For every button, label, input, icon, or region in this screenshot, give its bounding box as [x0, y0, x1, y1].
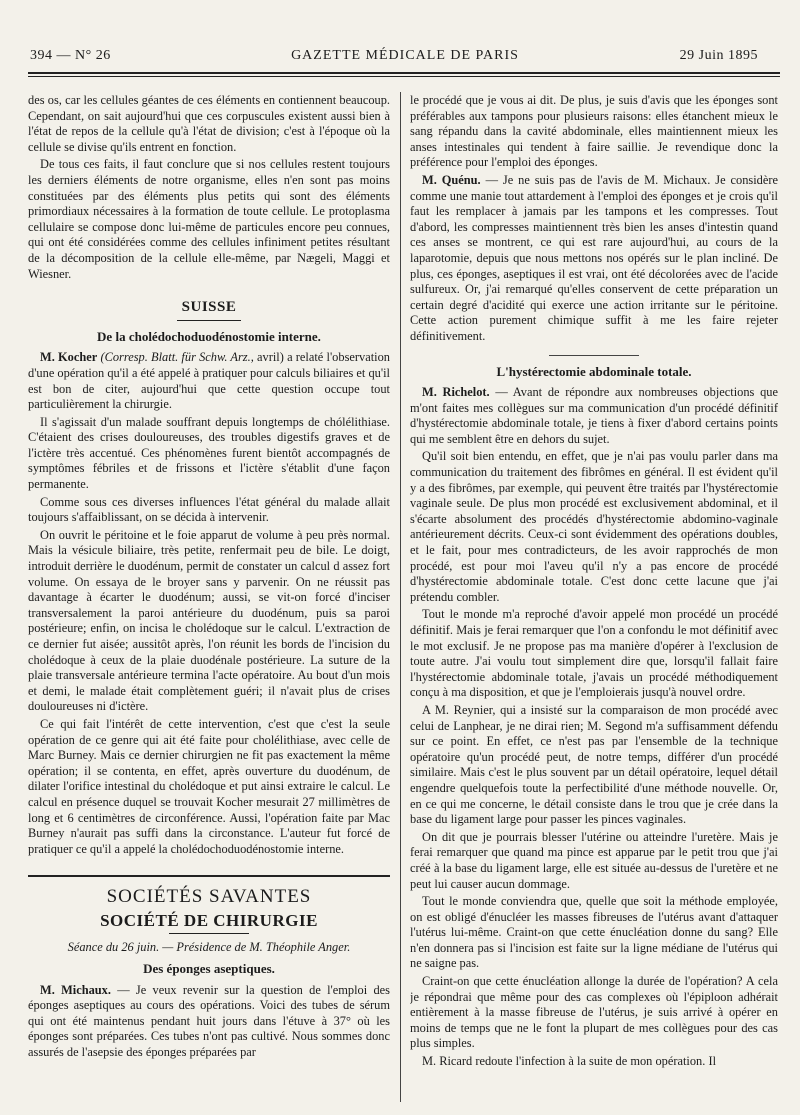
paragraph: M. Ricard redoute l'infection à la suite de mon opération. Il: [422, 1054, 717, 1069]
column-divider: [400, 92, 401, 1102]
citation: (Corresp. Blatt. für Schw. Arz.,: [100, 350, 254, 365]
paragraph: M. Quénu. — Je ne suis pas de l'avis de M. Michaux. Je considère comme une manie tout attardement à l'emploi des éponges et je crois qu'il faut les remplacer à jamais par les tampons et les compresses. Tout d'abord, les compresses maintiennent très bien les anses d'intestin quand ces anses se montrent, ce qui est rare aujourd'hui, au cours de la laparotomie, depuis que nous mettons nos opérés sur le plan incliné. De plus, ces éponges, aseptiques il est vrai, ont été décolorées avec de l'acide sulfureux. Or, j'ai remarqué qu'elles conservent de cette préparation un certain degré d'acidité qui exerce une action irritante sur le péritoine. Cette action purement chimique suffit à me les faire rejeter définitivement.: [410, 172, 778, 343]
speaker-name: M. Michaux.: [40, 982, 111, 997]
speaker-name: M. Kocher: [40, 350, 98, 365]
page-header: [30, 44, 780, 68]
separator: [549, 355, 639, 356]
left-column: [28, 93, 390, 1105]
paragraph: A M. Reynier, qui a insisté sur la comparaison de mon procédé avec celui de Lanphear, je ne dirai rien; M. Segond m'a suffisamment défendu sur ce point. En effet, ce n'est pas par l'ensemble de la technique opératoire qu'un procédé peut, de notre temps, différer d'un procédé similaire. Mais c'est le plus souvent par un détail opératoire, lequel détail engendre quelquefois toute la perfectibilité d'une méthode nouvelle. Or, en ce qui me concerne, le détail consiste dans le trou que je crée dans la base du ligament large pour passer les pinces vaginales.: [410, 702, 778, 827]
article-title: De la cholédochoduodénostomie interne.: [97, 328, 321, 344]
issue-date: 29 Juin 1895: [679, 48, 758, 63]
paragraph: Tout le monde m'a reproché d'avoir appelé mon procédé un procédé définitif. Mais je ferai remarquer que l'on a confondu le mot définitif avec le mot exclusif. Je ne propose pas ma manière d'opérer à l'exclusion de toute autre. J'ai voulu tout simplement dire que, lorsqu'il fallait faire l'hystérectomie abdominale totale, j'avais un procédé méthodiquement conçu à ma disposition, et que je l'emploierais jusqu'à nouvel ordre.: [410, 607, 778, 700]
session-line: Séance du 26 juin. — Présidence de M. Théophile Anger.: [67, 939, 351, 954]
paragraph: Qu'il soit bien entendu, en effet, que je n'ai pas voulu parler dans ma communication du traitement des fibrômes en général. Il est évident qu'il y a des fibrômes, par exemple, qui peuvent être traités par l'hystérectomie vaginale seule. De plus mon procédé est exclusivement abdominal, et il s'écarte absolument des procédés d'hystérectomie abdomino-vaginale antérieurement décrits. Ceux-ci sont évidemment des opérations doubles, et le fait, pour mes contradicteurs, de les avoir rapprochés de mon procédé, est pour moi l'aveu qu'il n'y a pas encore de procédé d'hystérectomie abdominale totale. C'est donc cette lacune que j'ai prétendu combler.: [410, 449, 778, 604]
section-heading-suisse: SUISSE: [28, 300, 390, 321]
speaker-name: M. Richelot.: [422, 385, 490, 400]
speaker-name: M. Quénu.: [422, 172, 481, 187]
paragraph: Comme sous ces diverses influences l'état général du malade allait toujours s'affaiblissant, on se décida à intervenir.: [28, 494, 390, 525]
paragraph: De tous ces faits, il faut conclure que si nos cellules restent toujours les derniers éléments de notre organisme, elles n'en sont pas moins constituées par des éléments plus petits qui sont des éléments primordiaux nécessaires à la formation de toute cellule. Le protoplasma cellulaire se compose donc lui-même de particules encore peu connues, qui ont été considérées comme des cellules infiniment petites résultant de la décomposition de la cellule elle-même, par Nægeli, Maggi et Wiesner.: [28, 157, 390, 281]
paragraph: Il s'agissait d'un malade souffrant depuis longtemps de chólélithiase. C'étaient des crises douloureuses, des troubles digestifs graves et de l'ictère très accentué. Ces phénomènes furent bientôt accompagnés de symptômes fébriles et de frissons et l'ictère s'établit d'une façon permanente.: [28, 414, 390, 492]
article-title: Des éponges aseptiques.: [143, 961, 275, 977]
paragraph: des os, car les cellules géantes de ces éléments en contiennent beaucoup. Cependant, on sait aujourd'hui que ces corpuscules existent aussi bien à l'état de repos de la cellule qu'à l'état de division; c'est à l'époque où la cellule se divise qu'ils entrent en fonction.: [28, 93, 390, 154]
society-heading: SOCIÉTÉ DE CHIRURGIE: [28, 913, 390, 934]
paragraph: On dit que je pourrais blesser l'utérine ou atteindre l'uretère. Mais je ferai remarquer que quand ma pince est apparue par le petit trou que j'ai créé à la base du ligament large, elle est située au-dessus de l'uretère et ne peut lui causer aucun dommage.: [410, 829, 778, 891]
right-column: [410, 93, 778, 1105]
paragraph: Tout le monde conviendra que, quelle que soit la méthode employée, on est obligé d'énucléer les masses fibreuses de l'utérus avant d'attaquer l'utérus lui-même. Craint-on que cette énucléation donne du sang? Elle n'en donnera pas si l'incision est faite sur la ligne médiane de l'utérus qui ne saigne pas.: [410, 894, 778, 971]
article-title: L'hystérectomie abdominale totale.: [496, 363, 692, 379]
header-rule: [28, 72, 780, 77]
paragraph: Ce qui fait l'intérêt de cette intervention, c'est que c'est la seule opération de ce genre qui ait été faite pour cholélithiase, avec celle de Marc Burney. Mais ce dernier chirurgien ne fit pas exactement la même opération; il se contenta, en effet, après ouverture du duodénum, de dilater l'orifice intestinal du cholédoque et put ainsi extraire le calcul. Le calcul en présence duquel se trouvait Kocher mesurait 27 millimètres de long et 6 centimètres de circonférence. Aussi, l'opération faite par Mac Burney n'aurait pas suffi dans la circonstance. L'auteur fut forcé de pratiquer ce qu'il a appelé la cholédochoduodénostomie interne.: [28, 716, 390, 856]
section-heading-societes: SOCIÉTÉS SAVANTES: [28, 875, 390, 905]
journal-title: GAZETTE MÉDICALE DE PARIS: [291, 48, 519, 63]
paragraph: M. Kocher (Corresp. Blatt. für Schw. Arz., avril) a relaté l'observation d'une opération qu'il a été appelé à pratiquer pour calculs biliaires et qu'il est bon de citer, aujourd'hui que cette question occupe tout particulièrement la chirurgie.: [28, 350, 390, 412]
page-number: 394 — N° 26: [30, 48, 111, 63]
paragraph: le procédé que je vous ai dit. De plus, je suis d'avis que les éponges sont préférables aux tampons pour plusieurs raisons: elles étanchent mieux le sang répandu dans la cavité abdominale, elles maintiennent mieux les anses intestinales qui tendent à faire saillie. Je revendique donc la préférence pour l'emploi des éponges.: [410, 93, 778, 170]
paragraph: M. Michaux. — Je veux revenir sur la question de l'emploi des éponges aseptiques au cours des opérations. Voici des tubes de sérum qui ont été maintenus pendant huit jours dans l'étuve à 37° où les éponges sont préparées. Ces tubes n'ont pas cultivé. Nous sommes donc assurés de l'asepsie des éponges préparées par: [28, 982, 390, 1060]
paragraph: Craint-on que cette énucléation allonge la durée de l'opération? A cela je répondrai que même pour des cas complexes où l'épiploon adhérait entièrement à la masse fibreuse de l'utérus, je suis arrivé à opérer en moins de temps que ne le font la plupart de mes collègues pour des cas plus simples.: [410, 974, 778, 1051]
paragraph: On ouvrit le péritoine et le foie apparut de volume à peu près normal. Mais la vésicule biliaire, très petite, renfermait peu de bile. Le doigt, introduit derrière le duodénum, permit de constater un calcul d assez fort volume. On essaya de le broyer sans y parvenir. On ne réussit pas davantage à écarter le duodénum; aussi, se vit-on forcé d'inciser transversalement la paroi antérieure du duodénum, puis sa paroi postérieure; enfin, on incisa le cholédoque sur le calcul. L'extraction de ce dernier fut aisée; aussitôt après, l'on réunit les bords de l'incision du cholédoque à ceux de la plaie duodénale postérieure. La suture de la plaie transversale antérieure termina l'acte opératoire. Au bout d'un mois et demi, le malade était complètement guéri; il n'avait plus de crises douloureuses ni d'ictère.: [28, 527, 390, 714]
paragraph: M. Richelot. — Avant de répondre aux nombreuses objections que m'ont faites mes collègues sur ma communication d'un procédé définitif d'hystérectomie abdominale totale, je tiens à fixer d'abord certains points qui me semblent être en dehors du sujet.: [410, 385, 778, 446]
